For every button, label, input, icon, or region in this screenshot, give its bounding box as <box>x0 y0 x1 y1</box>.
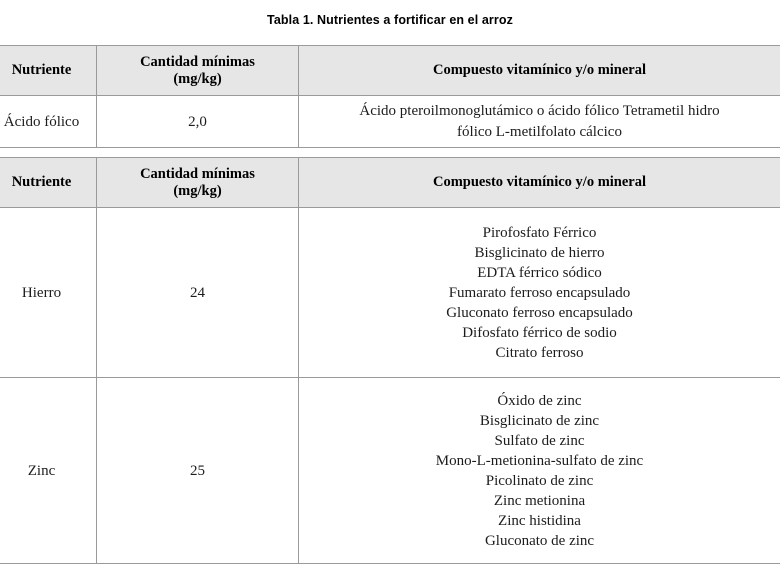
compound-line: Zinc histidina <box>498 512 581 529</box>
column-header-compound: Compuesto vitamínico y/o mineral <box>299 46 780 96</box>
cell-amount: 24 <box>97 208 299 378</box>
compound-line: Picolinato de zinc <box>485 472 594 489</box>
column-header-nutrient: Nutriente <box>0 158 97 208</box>
table-one-wrapper <box>0 45 780 148</box>
cell-compound <box>299 378 780 564</box>
cell-nutrient: Hierro <box>0 208 97 378</box>
column-header-amount-line2: (mg/kg) <box>173 182 222 199</box>
nutrients-table-two <box>0 157 780 564</box>
table-row <box>0 208 780 378</box>
cell-nutrient: Zinc <box>0 378 97 564</box>
cell-amount: 2,0 <box>97 96 299 148</box>
compound-line: Sulfato de zinc <box>494 432 585 449</box>
table-row <box>0 96 780 148</box>
cell-nutrient: Ácido fólico <box>0 96 97 148</box>
compound-line: Fumarato ferroso encapsulado <box>448 284 631 301</box>
table-header-row <box>0 46 780 96</box>
table-two-wrapper <box>0 157 780 564</box>
column-header-amount-line2: (mg/kg) <box>173 70 222 87</box>
cell-compound <box>299 96 780 148</box>
page-title: Tabla 1. Nutrientes a fortificar en el arroz <box>267 13 513 27</box>
table-two-head <box>0 158 780 208</box>
table-header-row <box>0 158 780 208</box>
table-two-body <box>0 208 780 564</box>
column-header-amount-line1: Cantidad mínimas <box>140 165 255 182</box>
column-header-amount <box>97 46 299 96</box>
column-header-amount-line1: Cantidad mínimas <box>140 53 255 70</box>
compound-line: Difosfato férrico de sodio <box>462 324 617 341</box>
compound-line: Gluconato ferroso encapsulado <box>446 304 633 321</box>
compound-line: Ácido pteroilmonoglutámico o ácido fólico Tetrametil hidro <box>359 102 720 119</box>
compound-line: Bisglicinato de zinc <box>479 412 600 429</box>
compound-line: EDTA férrico sódico <box>477 264 602 281</box>
column-header-nutrient: Nutriente <box>0 46 97 96</box>
compound-line: Gluconato de zinc <box>484 532 595 549</box>
table-one-head <box>0 46 780 96</box>
cell-compound <box>299 208 780 378</box>
cell-amount: 25 <box>97 378 299 564</box>
compound-line: Zinc metionina <box>493 492 586 509</box>
compound-line: Pirofosfato Férrico <box>482 224 597 241</box>
nutrients-table-one <box>0 45 780 148</box>
compound-line: Citrato ferroso <box>495 344 584 361</box>
compound-line: fólico L-metilfolato cálcico <box>457 123 622 140</box>
column-header-compound: Compuesto vitamínico y/o mineral <box>299 158 780 208</box>
compound-line: Óxido de zinc <box>497 392 582 409</box>
compound-line: Bisglicinato de hierro <box>474 244 605 261</box>
compound-line: Mono-L-metionina-sulfato de zinc <box>435 452 644 469</box>
column-header-amount <box>97 158 299 208</box>
table-one-body <box>0 96 780 148</box>
table-row <box>0 378 780 564</box>
